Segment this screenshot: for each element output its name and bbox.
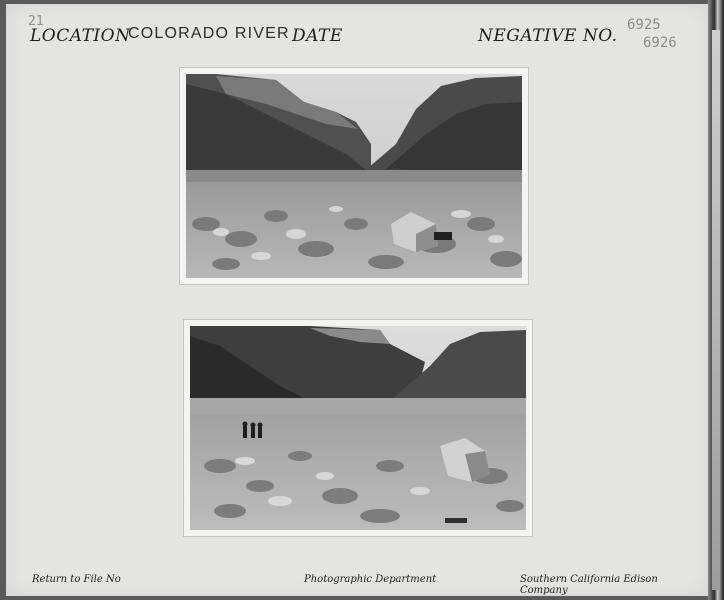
negative-number-b: 6926 [643,35,677,51]
photo-top [180,68,528,284]
footer-department: Photographic Department [304,574,437,585]
edge-strip [708,0,724,600]
location-label: LOCATION [30,26,131,46]
photo-bottom-image [190,326,526,530]
catalog-stamp: 21 [28,14,44,29]
date-label: DATE [292,26,343,46]
photo-bottom [184,320,532,536]
negative-number-a: 6925 [627,17,661,33]
footer-company: Southern California Edison Company [520,574,658,596]
footer-return-to-file: Return to File No [32,574,121,585]
negative-number-label: NEGATIVE NO. [478,26,618,46]
location-value: COLORADO RIVER [128,25,290,42]
photo-top-image [186,74,522,278]
edge-strip-inner [712,30,720,590]
photo-mount-card [6,4,708,596]
